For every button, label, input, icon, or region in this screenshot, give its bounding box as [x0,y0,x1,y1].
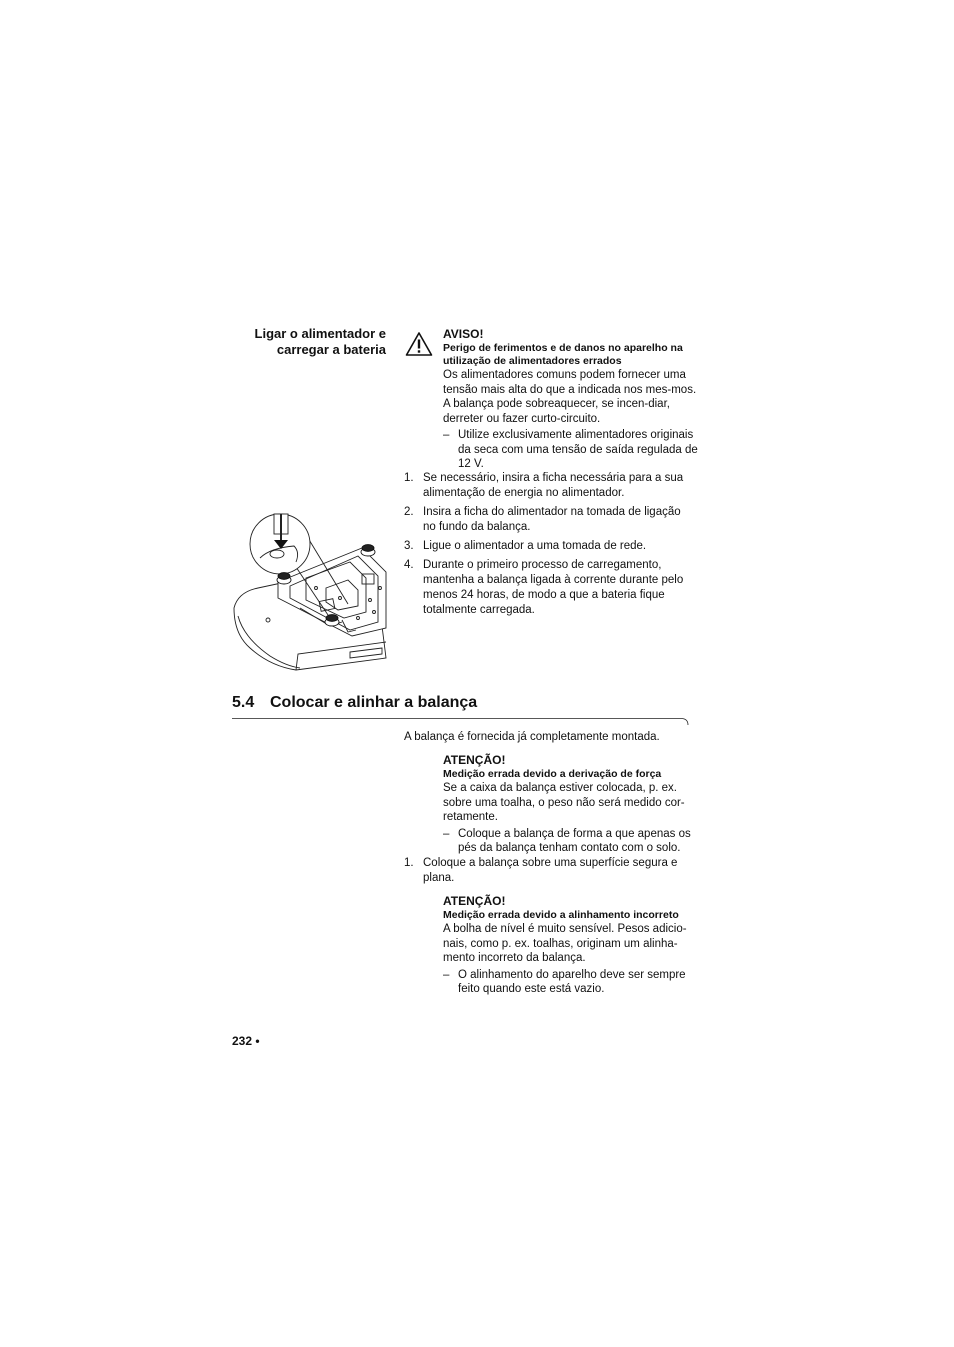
step-text: Ligue o alimentador a uma tomada de rede. [423,540,647,552]
warning-dash-text: Utilize exclusivamente alimentadores originais da seca com uma tensão de saída regulada de 12 V. [458,429,698,470]
dash-marker: – [443,827,450,840]
warning-dash-item [443,428,703,472]
warning-note [443,327,703,472]
warning-body: Os alimentadores comuns podem fornecer uma tensão mais alta do que a indicada nos mes-mos. A balança pode sobreaquecer, se incen-diar, derreter ou fazer curto-circuito. [443,369,697,425]
list-item [404,856,694,886]
page-number: 232 • [232,1034,260,1048]
caution-dash-text: O alinhamento do aparelho deve ser sempre feito quando este está vazio. [458,968,686,995]
warning-title: AVISO! [443,327,484,341]
section-divider [232,716,689,730]
step-text: Insira a ficha do alimentador na tomada de ligação no fundo da balança. [423,506,681,533]
side-heading [200,326,386,358]
caution-body: A bolha de nível é muito sensível. Pesos adicio-nais, como p. ex. toalhas, originam um alinha-mento incorreto da balança. [443,923,687,964]
side-heading-line2: carregar a bateria [276,342,386,357]
section-title: Colocar e alinhar a balança [270,694,478,711]
step-number: 1. [404,857,414,869]
caution-subtitle: Medição errada devido a alinhamento incorreto [443,909,679,921]
caution-body: Se a caixa da balança estiver colocada, p. ex. sobre uma toalha, o peso não será medido cor-retamente. [443,782,685,823]
section-heading [232,693,477,713]
intro-text: A balança é fornecida já completamente montada. [404,731,660,743]
step-text: Coloque a balança sobre uma superfície segura e plana. [423,857,678,884]
caution-dash-item [443,968,703,997]
step-number: 3. [404,540,414,552]
step-number: 2. [404,506,414,518]
list-item [404,471,694,501]
caution-dash-item [443,827,703,856]
step-text: Se necessário, insira a ficha necessária para a sua alimentação de energia no alimentador. [423,472,684,499]
step-text: Durante o primeiro processo de carregamento, mantenha a balança ligada à corrente durante pelo menos 24 horas, de modo a que a bateria fique totalmente carregada. [423,559,684,616]
power-steps-list [404,471,694,618]
caution-subtitle: Medição errada devido a derivação de força [443,768,662,780]
scale-power-connector-illustration [230,508,390,680]
list-item [404,539,694,554]
list-item [404,558,694,618]
section-number: 5.4 [232,694,255,711]
warning-subtitle: Perigo de ferimentos e de danos no aparelho na utilização de alimentadores errados [443,342,683,367]
caution-note-1 [443,753,703,856]
list-item [404,505,694,535]
caution-note-2 [443,894,703,997]
caution-title: ATENÇÃO! [443,894,506,908]
dash-marker: – [443,968,450,981]
warning-triangle-icon [405,331,433,357]
step-number: 4. [404,559,414,571]
step-number: 1. [404,472,414,484]
side-heading-line1: Ligar o alimentador e [254,326,386,341]
caution-title: ATENÇÃO! [443,753,506,767]
dash-marker: – [443,429,450,441]
setup-steps-list [404,856,694,886]
caution-dash-text: Coloque a balança de forma a que apenas os pés da balança tenham contato com o solo. [458,827,691,854]
